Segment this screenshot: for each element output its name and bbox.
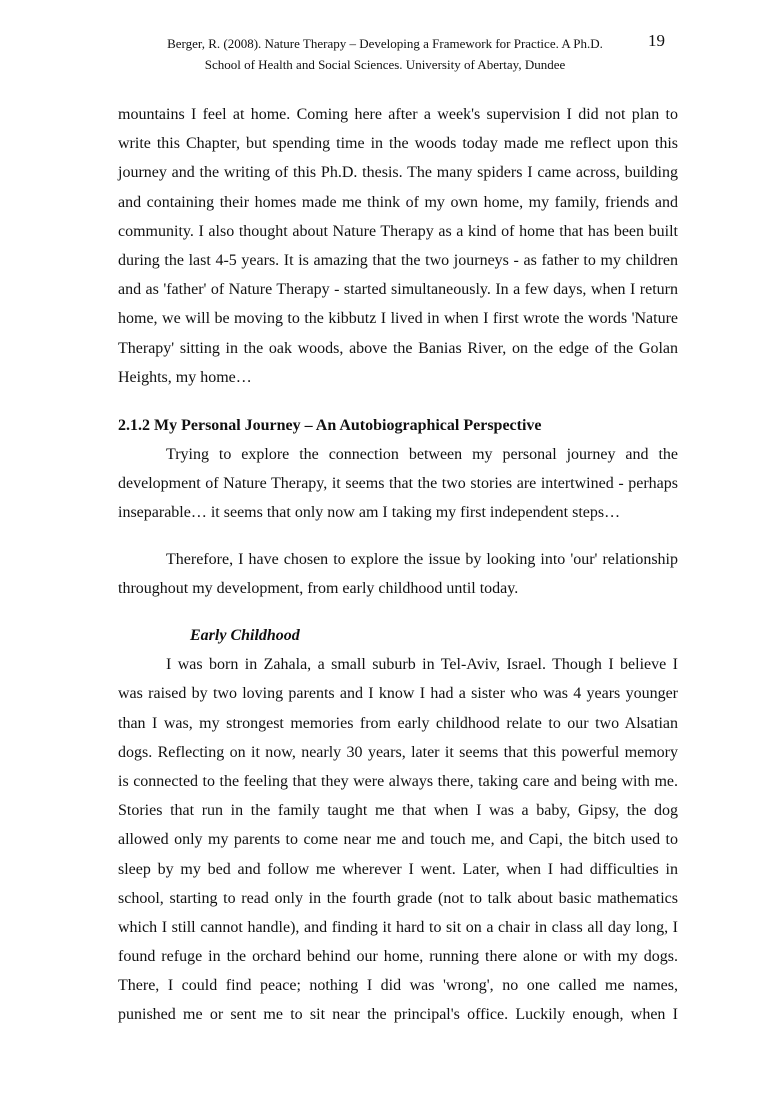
text-line: There, I could find peace; nothing I did was 'wrong', no one called me names, [118, 977, 678, 995]
text-line: Stories that run in the family taught me that when I was a baby, Gipsy, the dog [118, 802, 678, 820]
text-line: throughout my development, from early childhood until today. [118, 579, 519, 597]
subsection-heading: Early Childhood [190, 627, 300, 644]
text-line: and containing their homes made me think of my own home, my family, friends and [118, 193, 678, 211]
text-line: during the last 4-5 years. It is amazing that the two journeys - as father to my children [118, 251, 678, 269]
section-paragraph-2 [118, 545, 678, 603]
text-line: was raised by two loving parents and I know I had a sister who was 4 years younger [118, 685, 678, 703]
paragraph-spacer [118, 603, 678, 621]
text-line: home, we will be moving to the kibbutz I lived in when I first wrote the words 'Nature [118, 310, 678, 328]
text-line: is connected to the feeling that they were always there, taking care and being with me. [118, 772, 678, 790]
paragraph-spacer [118, 528, 678, 545]
document-body [118, 100, 678, 1030]
text-line: found refuge in the orchard behind our home, running there alone or with my dogs. [118, 948, 678, 966]
header-institution-line: School of Health and Social Sciences. University of Abertay, Dundee [204, 57, 566, 72]
text-line: inseparable… it seems that only now am I taking my first independent steps… [118, 504, 621, 522]
text-line: journey and the writing of this Ph.D. thesis. The many spiders I came across, building [118, 164, 678, 182]
text-line: Therapy' sitting in the oak woods, above the Banias River, on the edge of the Golan [118, 339, 678, 357]
text-line: development of Nature Therapy, it seems that the two stories are intertwined - perhaps [118, 475, 678, 493]
text-line: dogs. Reflecting on it now, nearly 30 years, later it seems that this powerful memory [118, 743, 678, 761]
running-header [150, 33, 620, 75]
text-line: allowed only my parents to come near me and touch me, and Capi, the bitch used to [118, 831, 678, 849]
text-line: write this Chapter, but spending time in the woods today made me reflect upon this [118, 135, 678, 153]
text-line: mountains I feel at home. Coming here after a week's supervision I did not plan to [118, 106, 678, 123]
paragraph-spacer [118, 392, 678, 411]
text-line: school, starting to read only in the fourth grade (not to talk about basic mathematics [118, 889, 678, 907]
intro-paragraph [118, 100, 678, 392]
subsection-paragraph [118, 650, 678, 1029]
section-paragraph-1 [118, 440, 678, 528]
text-line: Heights, my home… [118, 368, 252, 386]
section-heading: 2.1.2 My Personal Journey – An Autobiographical Perspective [118, 416, 542, 434]
page-number: 19 [648, 31, 665, 50]
text-line: which I still cannot handle), and finding it hard to sit on a chair in class all day long, I [118, 918, 678, 936]
header-citation-line: Berger, R. (2008). Nature Therapy – Developing a Framework for Practice. A Ph.D. [167, 36, 603, 51]
text-line: than I was, my strongest memories from early childhood relate to our two Alsatian [118, 714, 678, 732]
text-line: Therefore, I have chosen to explore the issue by looking into 'our' relationship [166, 550, 678, 568]
text-line: punished me or sent me to sit near the principal's office. Luckily enough, when I [118, 1006, 678, 1024]
text-line: I was born in Zahala, a small suburb in Tel-Aviv, Israel. Though I believe I [166, 656, 678, 674]
text-line: and as 'father' of Nature Therapy - started simultaneously. In a few days, when I return [118, 281, 678, 299]
text-line: Trying to explore the connection between my personal journey and the [166, 446, 678, 464]
text-line: community. I also thought about Nature Therapy as a kind of home that has been built [118, 222, 678, 240]
text-line: sleep by my bed and follow me wherever I went. Later, when I had difficulties in [118, 860, 678, 878]
